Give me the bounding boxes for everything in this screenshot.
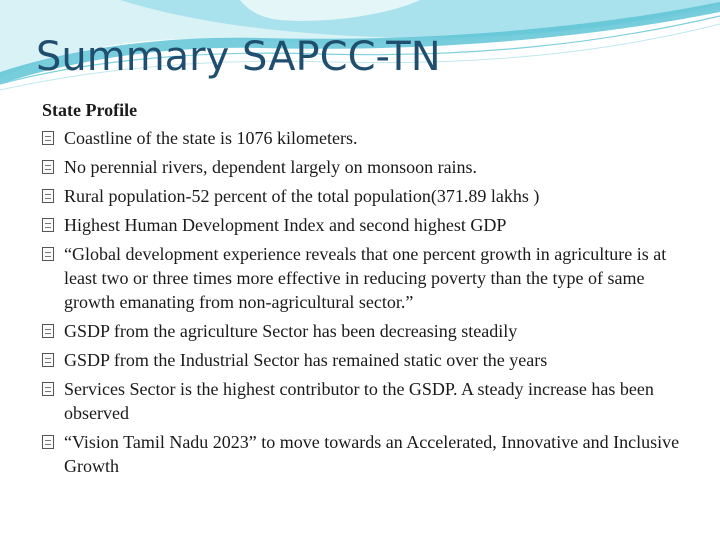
missing-glyph-box-icon	[42, 218, 54, 232]
list-item-text: GSDP from the agriculture Sector has been decreasing steadily	[64, 321, 518, 341]
missing-glyph-box-icon	[42, 382, 54, 396]
list-item-text: “Global development experience reveals that one percent growth in agriculture is at least two or three times more effective in reducing poverty than the type of same growth emanating from non-agricultural sector.”	[64, 244, 667, 312]
list-item	[42, 242, 692, 314]
bullet-list	[42, 126, 692, 478]
list-item-text: Rural population-52 percent of the total population(371.89 lakhs )	[64, 186, 540, 206]
list-item-text: No perennial rivers, dependent largely on monsoon rains.	[64, 157, 478, 177]
missing-glyph-box-icon	[42, 131, 54, 145]
missing-glyph-box-icon	[42, 353, 54, 367]
list-item-text: Coastline of the state is 1076 kilometers.	[64, 128, 358, 148]
list-item-text: GSDP from the Industrial Sector has remained static over the years	[64, 350, 548, 370]
list-item	[42, 430, 692, 478]
content-area	[42, 98, 692, 483]
list-item	[42, 348, 692, 372]
missing-glyph-box-icon	[42, 324, 54, 338]
list-item-text: Highest Human Development Index and second highest GDP	[64, 215, 507, 235]
missing-glyph-box-icon	[42, 160, 54, 174]
list-item	[42, 213, 692, 237]
list-item	[42, 126, 692, 150]
list-item	[42, 155, 692, 179]
list-item	[42, 319, 692, 343]
list-item-text: “Vision Tamil Nadu 2023” to move towards an Accelerated, Innovative and Inclusive Growth	[64, 432, 680, 476]
list-item-text: Services Sector is the highest contributor to the GSDP. A steady increase has been observed	[64, 379, 654, 423]
list-item	[42, 184, 692, 208]
slide-title: Summary SAPCC-TN	[36, 34, 441, 80]
list-item	[42, 377, 692, 425]
section-subtitle: State Profile	[42, 100, 138, 120]
missing-glyph-box-icon	[42, 189, 54, 203]
missing-glyph-box-icon	[42, 247, 54, 261]
missing-glyph-box-icon	[42, 435, 54, 449]
